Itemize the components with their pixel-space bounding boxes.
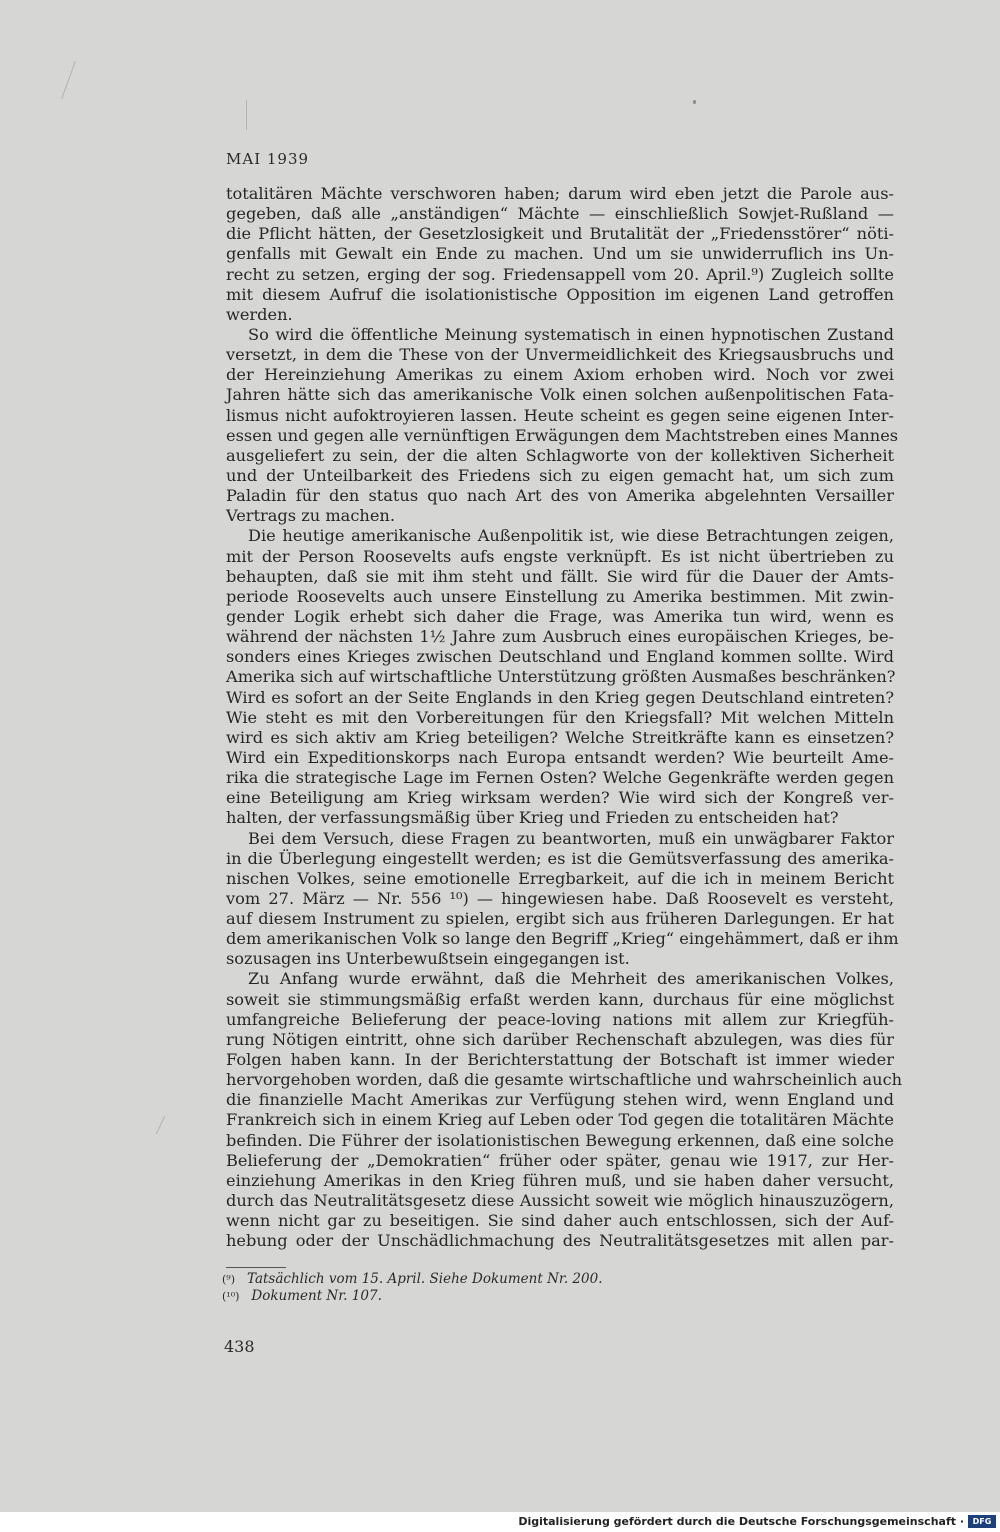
text-line: rika die strategische Lage im Fernen Osten? Welche Gegenkräfte werden gegen: [226, 768, 894, 788]
text-line: Amerika sich auf wirtschaftliche Unterstützung größten Ausmaßes beschränken?: [226, 667, 896, 687]
text-line: in die Überlegung eingestellt werden; es ist die Gemütsverfassung des amerika-: [226, 848, 894, 868]
text-line: nischen Volkes, seine emotionelle Erregbarkeit, auf die ich in meinem Bericht: [226, 868, 894, 888]
footnote-9: [222, 1271, 603, 1288]
text-line: gender Logik erhebt sich daher die Frage, was Amerika tun wird, wenn es: [226, 606, 894, 626]
digitization-footer: [0, 1512, 1000, 1532]
text-line: vom 27. März — Nr. 556 ¹⁰) — hingewiesen habe. Daß Roosevelt es versteht,: [226, 888, 894, 908]
text-line: totalitären Mächte verschworen haben; darum wird eben jetzt die Parole aus-: [226, 184, 894, 203]
text-line: Wird es sofort an der Seite Englands in den Krieg gegen Deutschland eintreten?: [226, 687, 894, 707]
text-line: mit der Person Roosevelts aufs engste verknüpft. Es ist nicht übertrieben zu: [226, 546, 894, 566]
footnote-mark: (¹⁰): [222, 1290, 240, 1303]
text-line: umfangreiche Belieferung der peace-loving nations mit allem zur Kriegfüh-: [226, 1009, 894, 1029]
text-line: soweit sie stimmungsmäßig erfaßt werden kann, durchaus für eine möglichst: [226, 989, 894, 1009]
text-line: dem amerikanischen Volk so lange den Begriff „Krieg“ eingehämmert, daß er ihm: [226, 929, 899, 949]
page-scratch-mark: [61, 61, 76, 99]
footnote-text: Tatsächlich vom 15. April. Siehe Dokument Nr. 200.: [247, 1271, 603, 1287]
text-line: mit diesem Aufruf die isolationistische Opposition im eigenen Land getroffen: [226, 284, 894, 304]
text-line: während der nächsten 1½ Jahre zum Ausbruch eines europäischen Krieges, be-: [226, 627, 894, 647]
text-line: essen und gegen alle vernünftigen Erwägungen dem Machtstreben eines Mannes: [226, 425, 899, 445]
text-line: behaupten, daß sie mit ihm steht und fällt. Sie wird für die Dauer der Amts-: [226, 566, 894, 586]
text-line: hervorgehoben worden, daß die gesamte wirtschaftliche und wahrscheinlich auch: [226, 1070, 903, 1090]
text-line: die Pflicht hätten, der Gesetzlosigkeit und Brutalität der „Friedensstörer“ nöti-: [226, 224, 894, 244]
footnote-separator: [226, 1267, 286, 1268]
text-line: durch das Neutralitätsgesetz diese Aussicht soweit wie möglich hinauszuzögern,: [226, 1191, 894, 1211]
text-line: gegeben, daß alle „anständigen“ Mächte — einschließlich Sowjet-Rußland —: [226, 204, 894, 224]
text-line: und der Unteilbarkeit des Friedens sich zu eigen gemacht hat, um sich zum: [226, 465, 894, 485]
text-line: Wie steht es mit den Vorbereitungen für den Kriegsfall? Mit welchen Mitteln: [226, 707, 894, 727]
text-line: Bei dem Versuch, diese Fragen zu beantworten, muß ein unwägbarer Faktor: [248, 828, 894, 848]
text-line: der Hereinziehung Amerikas zu einem Axiom erhoben wird. Noch vor zwei: [226, 365, 894, 385]
text-line: befinden. Die Führer der isolationistischen Bewegung erkennen, daß eine solche: [226, 1130, 894, 1150]
footnote-mark: (⁹): [222, 1273, 235, 1286]
text-line: wird es sich aktiv am Krieg beteiligen? Welche Streitkräfte kann es einsetzen?: [226, 727, 894, 747]
text-line: sonders eines Krieges zwischen Deutschland und England kommen sollte. Wird: [226, 647, 894, 667]
text-line: rung Nötigen eintritt, ohne sich darüber Rechenschaft abzulegen, was dies für: [226, 1029, 894, 1049]
running-header: MAI 1939: [226, 150, 310, 168]
text-line: auf diesem Instrument zu spielen, ergibt sich aus früheren Darlegungen. Er hat: [226, 909, 894, 929]
text-line: So wird die öffentliche Meinung systematisch in einen hypnotischen Zustand: [248, 324, 894, 344]
page-scratch-mark: [156, 1116, 165, 1135]
text-line: Die heutige amerikanische Außenpolitik ist, wie diese Betrachtungen zeigen,: [248, 526, 894, 546]
text-line: Vertrags zu machen.: [226, 506, 395, 526]
text-line: ausgeliefert zu sein, der die alten Schlagworte von der kollektiven Sicherheit: [226, 445, 894, 465]
text-line: Zu Anfang wurde erwähnt, daß die Mehrheit des amerikanischen Volkes,: [248, 969, 894, 989]
text-line: Wird ein Expeditionskorps nach Europa entsandt werden? Wie beurteilt Ame-: [226, 747, 894, 767]
text-line: Frankreich sich in einem Krieg auf Leben oder Tod gegen die totalitären Mächte: [226, 1110, 894, 1130]
text-line: hebung oder der Unschädlichmachung des Neutralitätsgesetzes mit allen par-: [226, 1231, 894, 1251]
dfg-logo: DFG: [968, 1515, 996, 1528]
footnotes: [222, 1271, 603, 1305]
funding-credit: Digitalisierung gefördert durch die Deutsche Forschungsgemeinschaft ·: [518, 1515, 964, 1528]
text-line: periode Roosevelts auch unsere Einstellung zu Amerika bestimmen. Mit zwin-: [226, 586, 894, 606]
text-line: versetzt, in dem die These von der Unvermeidlichkeit des Kriegsausbruchs und: [226, 345, 894, 365]
text-line: halten, der verfassungsmäßig über Krieg und Frieden zu entscheiden hat?: [226, 808, 839, 828]
text-line: Jahren hätte sich das amerikanische Volk einen solchen außenpolitischen Fata-: [226, 385, 894, 405]
text-line: Belieferung der „Demokratien“ früher oder später, genau wie 1917, zur Her-: [226, 1150, 894, 1170]
text-line: werden.: [226, 304, 293, 324]
text-line: wenn nicht gar zu beseitigen. Sie sind daher auch entschlossen, sich der Auf-: [226, 1211, 894, 1231]
text-line: Folgen haben kann. In der Berichterstattung der Botschaft ist immer wieder: [226, 1050, 894, 1070]
text-line: eine Beteiligung am Krieg wirksam werden? Wie wird sich der Kongreß ver-: [226, 788, 894, 808]
page-number: 438: [224, 1337, 255, 1356]
text-line: einziehung Amerikas in den Krieg führen muß, und sie haben daher versucht,: [226, 1170, 894, 1190]
page-dust-speck: [693, 100, 696, 104]
text-line: recht zu setzen, erging der sog. Friedensappell vom 20. April.⁹) Zugleich sollte: [226, 264, 894, 284]
text-line: lismus nicht aufoktroyieren lassen. Heute scheint es gegen seine eigenen Inter-: [226, 405, 894, 425]
footnote-10: [222, 1288, 603, 1305]
text-line: genfalls mit Gewalt ein Ende zu machen. Und um sie unwiderruflich ins Un-: [226, 244, 894, 264]
text-line: Paladin für den status quo nach Art des von Amerika abgelehnten Versailler: [226, 486, 894, 506]
text-line: sozusagen ins Unterbewußtsein eingegangen ist.: [226, 949, 630, 969]
text-line: die finanzielle Macht Amerikas zur Verfügung stehen wird, wenn England und: [226, 1090, 894, 1110]
page-scratch-mark: [246, 100, 247, 130]
body-text: [226, 184, 903, 1251]
footnote-text: Dokument Nr. 107.: [251, 1288, 382, 1304]
